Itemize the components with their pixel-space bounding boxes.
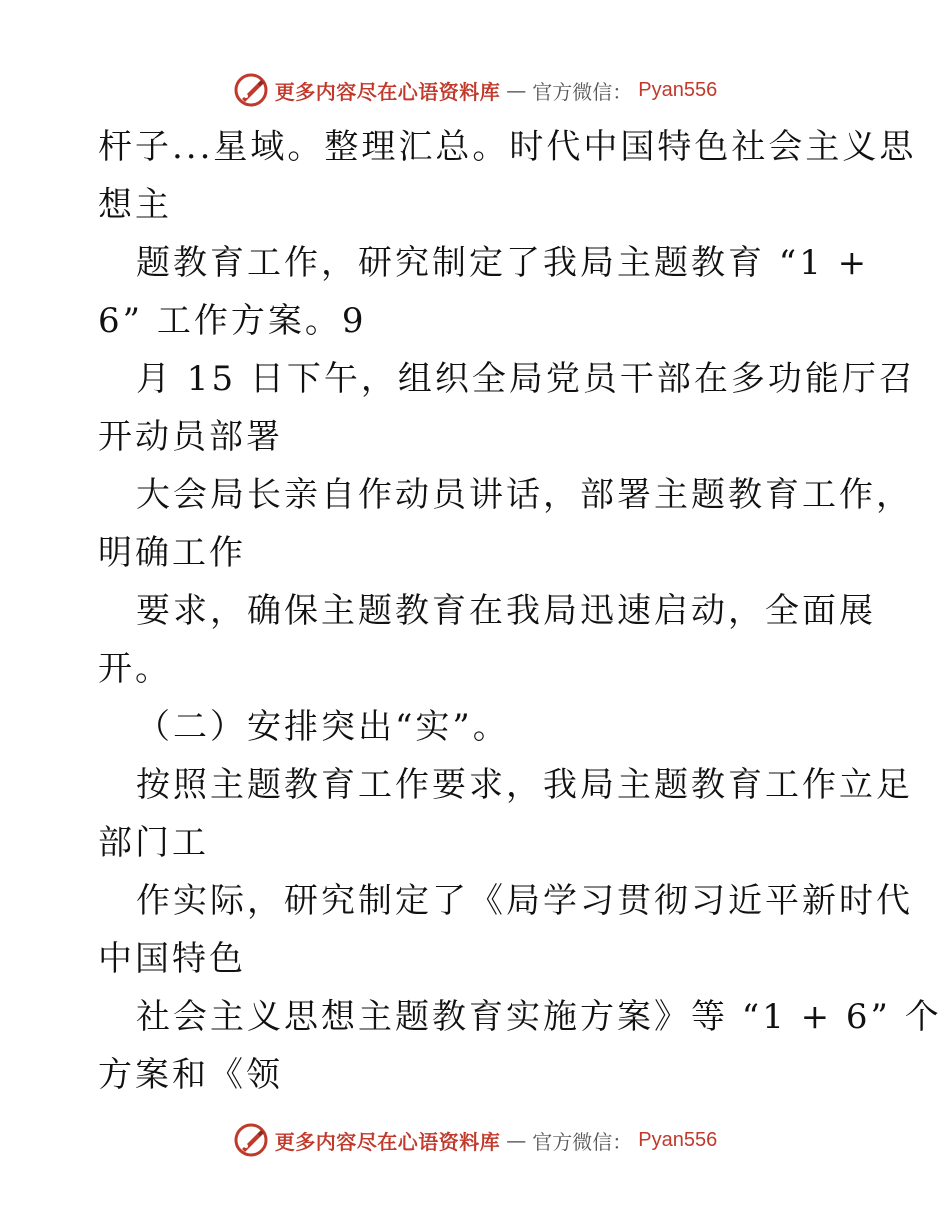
body-line: 杆子...星域。整理汇总。时代中国特色社会主义思	[98, 127, 917, 167]
body-line: 6” 工作方案。9	[98, 301, 367, 341]
body-line: 题教育工作，研究制定了我局主题教育 “1 +	[136, 243, 870, 283]
body-line: 社会主义思想主题教育实施方案》等 “1 + 6” 个	[136, 997, 942, 1037]
body-line: 开动员部署	[98, 417, 283, 457]
banner-wechat-label: 官方微信：	[532, 79, 633, 104]
banner-wechat-id: Pyan556	[638, 1128, 718, 1151]
banner-slogan: 更多内容尽在心语资料库	[274, 1129, 501, 1154]
body-line: 部门工	[98, 823, 209, 863]
banner-wechat-id: Pyan556	[638, 78, 718, 101]
banner-separator: —	[506, 78, 527, 102]
body-line: 中国特色	[98, 939, 246, 979]
section-heading: （二）安排突出“实”。	[136, 707, 510, 747]
pen-nib-seal-icon	[233, 1122, 269, 1158]
body-line: 月 15 日下午，组织全局党员干部在多功能厅召	[136, 359, 916, 399]
body-line: 方案和《领	[98, 1055, 283, 1095]
body-line: 作实际，研究制定了《局学习贯彻习近平新时代	[136, 881, 913, 921]
banner-separator: —	[506, 1128, 527, 1152]
body-line: 大会局长亲自作动员讲话，部署主题教育工作，	[136, 475, 913, 515]
header-banner	[0, 70, 950, 110]
body-line: 要求，确保主题教育在我局迅速启动，全面展	[136, 591, 876, 631]
pen-nib-seal-icon	[233, 72, 269, 108]
footer-banner	[0, 1120, 950, 1160]
document-body	[98, 118, 942, 1104]
banner-slogan: 更多内容尽在心语资料库	[274, 79, 501, 104]
banner-wechat-label: 官方微信：	[532, 1129, 633, 1154]
body-line: 想主	[98, 185, 172, 225]
body-line: 按照主题教育工作要求，我局主题教育工作立足	[136, 765, 913, 805]
body-line: 开。	[98, 649, 172, 689]
body-line: 明确工作	[98, 533, 246, 573]
